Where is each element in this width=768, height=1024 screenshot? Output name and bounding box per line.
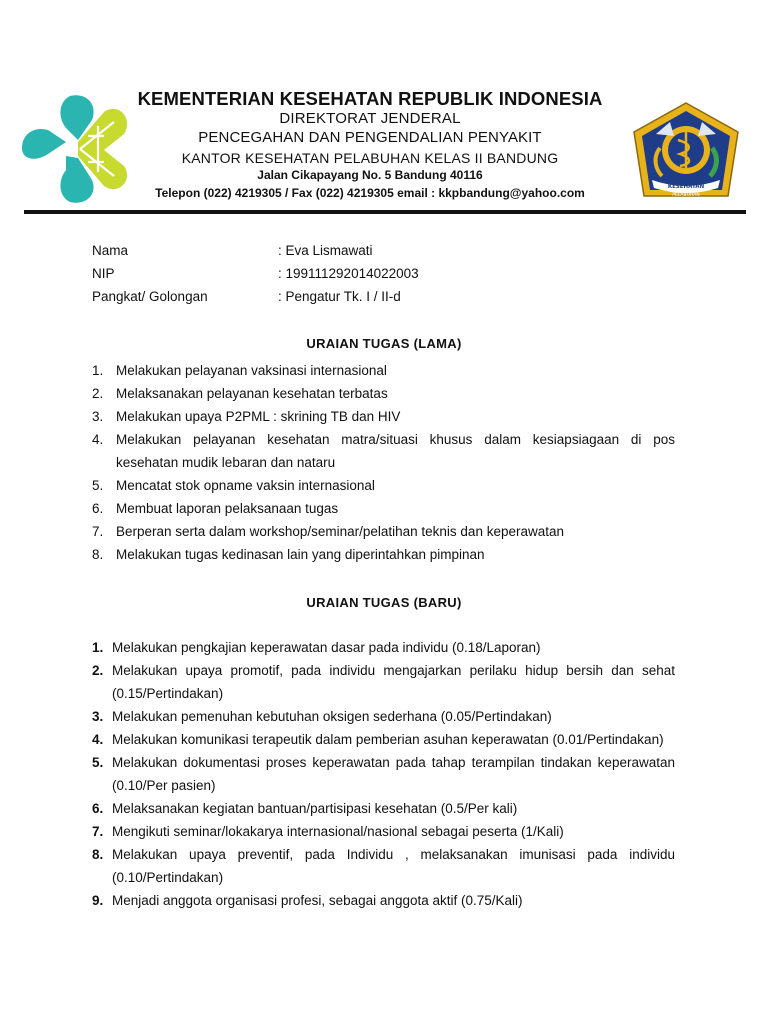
item-number: 1.	[92, 640, 104, 655]
identity-label: Nama	[92, 243, 129, 258]
list-item	[92, 428, 675, 474]
item-text: Melakukan komunikasi terapeutik dalam pemberian asuhan keperawatan (0.01/Pertindakan)	[112, 732, 664, 747]
item-text: Melakukan pemenuhan kebutuhan oksigen sederhana (0.05/Pertindakan)	[112, 709, 552, 724]
item-text: Mengikuti seminar/lokakarya internasional/nasional sebagai peserta (1/Kali)	[112, 824, 564, 839]
list-item	[92, 636, 675, 659]
list-item	[92, 843, 675, 889]
identity-block	[92, 242, 419, 311]
item-number: 6.	[92, 501, 104, 516]
directorate-name: DIREKTORAT JENDERAL	[279, 110, 461, 127]
item-text: Melakukan tugas kedinasan lain yang diperintahkan pimpinan	[116, 547, 485, 562]
kemenkes-logo	[18, 90, 136, 208]
item-text: Melakukan pelayanan vaksinasi internasional	[116, 363, 387, 378]
item-number: 8.	[92, 847, 104, 862]
list-item	[92, 497, 675, 520]
item-number: 4.	[92, 432, 104, 447]
identity-row-rank	[92, 288, 419, 311]
item-text: Membuat laporan pelaksanaan tugas	[116, 501, 339, 516]
identity-value: : Eva Lismawati	[278, 243, 373, 258]
list-item	[92, 797, 675, 820]
list-item	[92, 751, 675, 797]
item-text: Mencatat stok opname vaksin internasional	[116, 478, 375, 493]
ministry-name: KEMENTERIAN KESEHATAN REPUBLIK INDONESIA	[137, 88, 603, 109]
item-number: 3.	[92, 409, 104, 424]
list-item	[92, 659, 675, 705]
list-item	[92, 705, 675, 728]
item-text: Melakukan upaya promotif, pada individu mengajarkan perilaku hidup bersih dan sehat (0.15/Pertindakan)	[112, 663, 675, 701]
item-text: Berperan serta dalam workshop/seminar/pelatihan teknis dan keperawatan	[116, 524, 565, 539]
kesehatan-pelabuhan-emblem	[630, 100, 742, 206]
item-text: Melakukan dokumentasi proses keperawatan pada tahap terampilan tindakan keperawatan (0.10/Per pasien)	[112, 755, 675, 793]
item-number: 7.	[92, 524, 104, 539]
item-number: 8.	[92, 547, 104, 562]
office-address: Jalan Cikapayang No. 5 Bandung 40116	[257, 168, 483, 182]
item-text: Melaksanakan pelayanan kesehatan terbatas	[116, 386, 388, 401]
old-tasks-title: URAIAN TUGAS (LAMA)	[306, 336, 462, 351]
item-text: Melakukan upaya P2PML : skrining TB dan HIV	[116, 409, 401, 424]
new-tasks-list	[92, 636, 675, 912]
list-item	[92, 728, 675, 751]
item-number: 4.	[92, 732, 104, 747]
item-number: 2.	[92, 663, 104, 678]
list-item	[92, 359, 675, 382]
identity-value: : Pengatur Tk. I / II-d	[278, 289, 401, 304]
identity-label: NIP	[92, 266, 115, 281]
list-item	[92, 474, 675, 497]
item-number: 9.	[92, 893, 104, 908]
list-item	[92, 820, 675, 843]
item-number: 2.	[92, 386, 104, 401]
item-text: Menjadi anggota organisasi profesi, sebagai anggota aktif (0.75/Kali)	[112, 893, 523, 908]
item-number: 5.	[92, 755, 104, 770]
identity-value: : 199111292014022003	[278, 266, 419, 281]
identity-row-name	[92, 242, 419, 265]
office-name: KANTOR KESEHATAN PELABUHAN KELAS II BANDUNG	[181, 150, 559, 166]
item-text: Melakukan pengkajian keperawatan dasar pada individu (0.18/Laporan)	[112, 640, 541, 655]
item-text: Melakukan pelayanan kesehatan matra/situasi khusus dalam kesiapsiagaan di pos kesehatan mudik lebaran dan nataru	[116, 432, 675, 470]
new-tasks-title: URAIAN TUGAS (BARU)	[306, 595, 462, 610]
item-text: Melaksanakan kegiatan bantuan/partisipasi kesehatan (0.5/Per kali)	[112, 801, 518, 816]
identity-label: Pangkat/ Golongan	[92, 289, 208, 304]
item-number: 7.	[92, 824, 104, 839]
letterhead-divider	[24, 210, 746, 214]
identity-row-nip	[92, 265, 419, 288]
item-number: 6.	[92, 801, 104, 816]
item-text: Melakukan upaya preventif, pada Individu , melaksanakan imunisasi pada individu (0.10/Pertindakan)	[112, 847, 675, 885]
list-item	[92, 405, 675, 428]
list-item	[92, 889, 675, 912]
emblem-label-top: KESEHATAN	[667, 184, 705, 190]
office-contact: Telepon (022) 4219305 / Fax (022) 4219305 email : kkpbandung@yahoo.com	[155, 186, 585, 200]
emblem-label-bottom: PELABUHAN	[672, 193, 700, 198]
item-number: 3.	[92, 709, 104, 724]
list-item	[92, 520, 675, 543]
list-item	[92, 543, 675, 566]
list-item	[92, 382, 675, 405]
item-number: 1.	[92, 363, 104, 378]
old-tasks-list	[92, 359, 675, 566]
item-number: 5.	[92, 478, 104, 493]
division-name: PENCEGAHAN DAN PENGENDALIAN PENYAKIT	[198, 129, 542, 146]
